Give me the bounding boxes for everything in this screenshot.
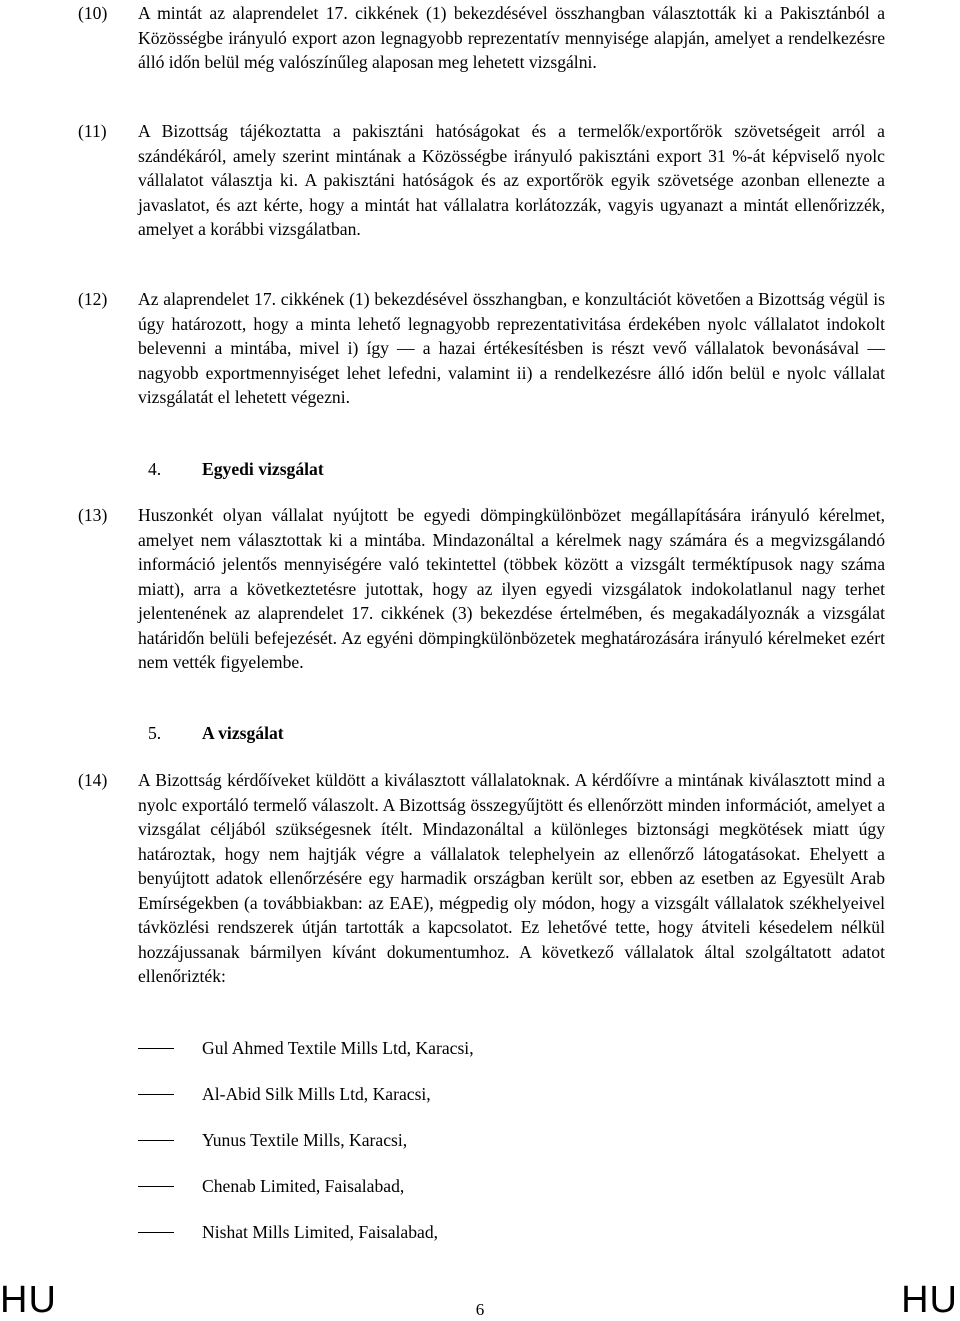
section-heading-4 (148, 457, 324, 481)
paragraph-text: Huszonkét olyan vállalat nyújtott be egyedi dömpingkülönbözet megállapítására irányuló kérelmet, amelyet nem választottak ki a mintába. Mindazonáltal a kérelmek nagy számára és a megvizsgálandó információ jelentős mennyiségére való tekintettel (többek között a vizsgált terméktípusok nagy száma miatt), arra a következtetésre jutottak, hogy az ilyen egyedi vizsgálatok indokolatlanul nagy terhet jelentenének az alaprendelet 17. cikkének (3) bekezdése értelmében, és megakadályoznák a vizsgálat határidőn belüli befejezését. Az egyéni dömpingkülönbözetek meghatározására irányuló kérelmeket ezért nem vették figyelembe. (138, 505, 885, 672)
heading-number: 5. (148, 723, 162, 743)
page-number: 6 (475, 1300, 485, 1319)
heading-title: A vizsgálat (202, 723, 284, 743)
heading-title: Egyedi vizsgálat (202, 459, 324, 479)
section-heading-5 (148, 721, 284, 745)
dash-bullet (138, 1186, 174, 1187)
company-name: Al-Abid Silk Mills Ltd, Karacsi, (202, 1084, 431, 1104)
company-name: Nishat Mills Limited, Faisalabad, (202, 1222, 439, 1242)
dash-bullet (138, 1232, 174, 1233)
paragraph-number: (12) (78, 289, 108, 309)
dash-bullet (138, 1094, 174, 1095)
paragraph-number: (10) (78, 3, 108, 23)
dash-bullet (138, 1140, 174, 1141)
company-name: Gul Ahmed Textile Mills Ltd, Karacsi, (202, 1038, 474, 1058)
company-name: Chenab Limited, Faisalabad, (202, 1176, 405, 1196)
footer-language-code-left: HU (0, 1279, 57, 1321)
paragraph-text: A Bizottság kérdőíveket küldött a kiválasztott vállalatoknak. A kérdőívre a mintának kiválasztott mind a nyolc exportáló termelő válaszolt. A Bizottság összegyűjtött és ellenőrzött minden információt, amelyet a vizsgálat céljából szükségesnek ítélt. Mindazonáltal a különleges biztonsági megkötések miatt úgy határoztak, hogy nem hajtják végre a vállalatok telephelyein az ellenőrző látogatásokat. Ehelyett a benyújtott adatok ellenőrzésére egy harmadik országban került sor, ebben az esetben az Egyesült Arab Emírségekben (a továbbiakban: az EAE), mégpedig oly módon, hogy a vizsgált vállalatok székhelyeivel távközlési rendszerek útján tartották a kapcsolatot. Ez lehetővé tette, hogy átviteli késedelem nélkül hozzájussanak bármilyen kívánt dokumentumhoz. A következő vállalatok által szolgáltatott adatot ellenőrizték: (138, 770, 885, 986)
paragraph-text: Az alaprendelet 17. cikkének (1) bekezdésével összhangban, e konzultációt követően a Bizottság végül is úgy határozott, hogy a minta lehető legnagyobb reprezentativitása érdekében nyolc vállalatot indokolt belevenni a mintába, mivel i) így — a hazai értékesítésben is részt vevő vállalatok bevonásával — nagyobb exportmennyiséget lehet lefedni, valamint ii) a rendelkezésre álló időn belül e nyolc vállalat vizsgálatát el lehetett végezni. (138, 289, 885, 407)
company-name: Yunus Textile Mills, Karacsi, (202, 1130, 408, 1150)
paragraph-number: (13) (78, 505, 108, 525)
footer-language-code-right: HU (901, 1279, 958, 1321)
paragraph-number: (11) (78, 121, 107, 141)
dash-bullet (138, 1048, 174, 1049)
paragraph-text: A mintát az alaprendelet 17. cikkének (1) bekezdésével összhangban választották ki a Pakisztánból a Közösségbe irányuló export azon legnagyobb reprezentatív mennyisége alapján, amelyet a rendelkezésre álló időn belül még valószínűleg alaposan meg lehetett vizsgálni. (138, 3, 885, 72)
paragraph-number: (14) (78, 770, 108, 790)
heading-number: 4. (148, 459, 162, 479)
paragraph-text: A Bizottság tájékoztatta a pakisztáni hatóságokat és a termelők/exportőrök szövetségeit arról a szándékáról, amely szerint mintának a Közösségbe irányuló pakisztáni export 31 %-át képviselő nyolc vállalatot választja ki. A pakisztáni hatóságok és az exportőrök egyik szövetsége azonban ellenezte a javaslatot, és azt kérte, hogy a mintát hat vállalatra korlátozzák, vagyis ugyanazt a mintát ellenőrizzék, amelyet a korábbi vizsgálatban. (138, 121, 885, 239)
